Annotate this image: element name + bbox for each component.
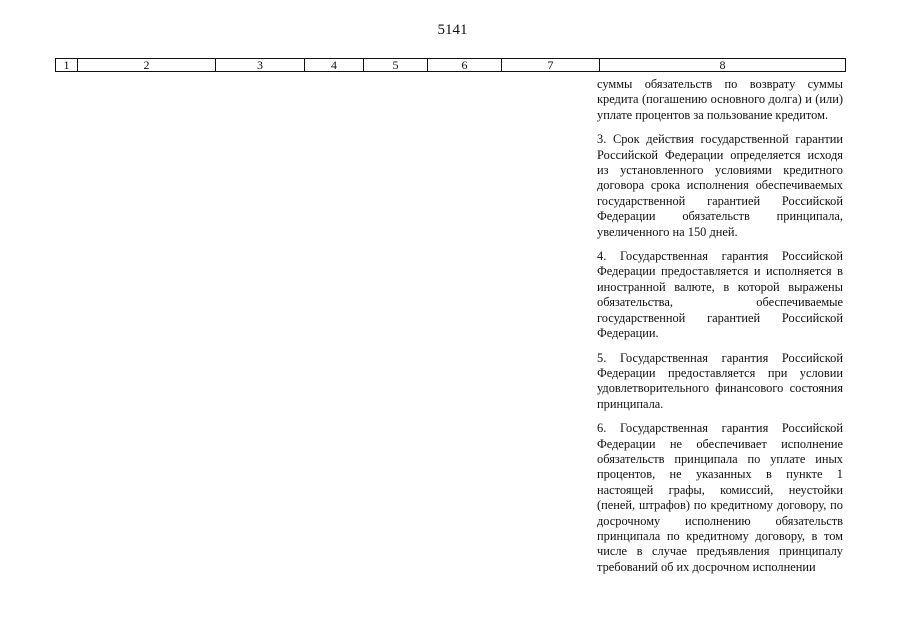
paragraph-6: 6. Государственная гарантия Российской Федерации не обеспечивает исполнение обязательств принципала по уплате иных процентов, не указанных в пункте 1 настоящей графы, комиссий, неустойки (пеней, штрафов) по кредитному договору, по досрочному исполнению обязательств принципала по кредитному договору, в том числе в случае предъявления принципалу требований об их досрочном исполнении <box>597 421 843 574</box>
column-header-6: 6 <box>427 59 501 71</box>
paragraph-5: 5. Государственная гарантия Российской Федерации предоставляется при условии удовлетворительного финансового состояния принципала. <box>597 350 843 411</box>
column-header-7: 7 <box>501 59 599 71</box>
column-header-8: 8 <box>599 59 845 71</box>
column-header-3: 3 <box>215 59 304 71</box>
column-header-2: 2 <box>77 59 215 71</box>
column-8-text <box>597 77 843 584</box>
paragraph-continuation: суммы обязательств по возврату суммы кредита (погашению основного долга) и (или) уплате процентов за пользование кредитом. <box>597 77 843 122</box>
page-number: 5141 <box>437 22 468 38</box>
column-header-1: 1 <box>63 58 70 72</box>
column-header-4: 4 <box>304 59 363 71</box>
paragraph-4: 4. Государственная гарантия Российской Федерации предоставляется и исполняется в иностранной валюте, в которой выражены обязательства, обеспечиваемые государственной гарантией Российской Федерации. <box>597 249 843 341</box>
table-header-row <box>55 58 846 72</box>
paragraph-3: 3. Срок действия государственной гарантии Российской Федерации определяется исходя из установленного условиями кредитного договора срока исполнения обеспечиваемых государственной гарантией Российской Федерации обязательств принципала, увеличенного на 150 дней. <box>597 132 843 239</box>
column-header-5: 5 <box>363 59 427 71</box>
